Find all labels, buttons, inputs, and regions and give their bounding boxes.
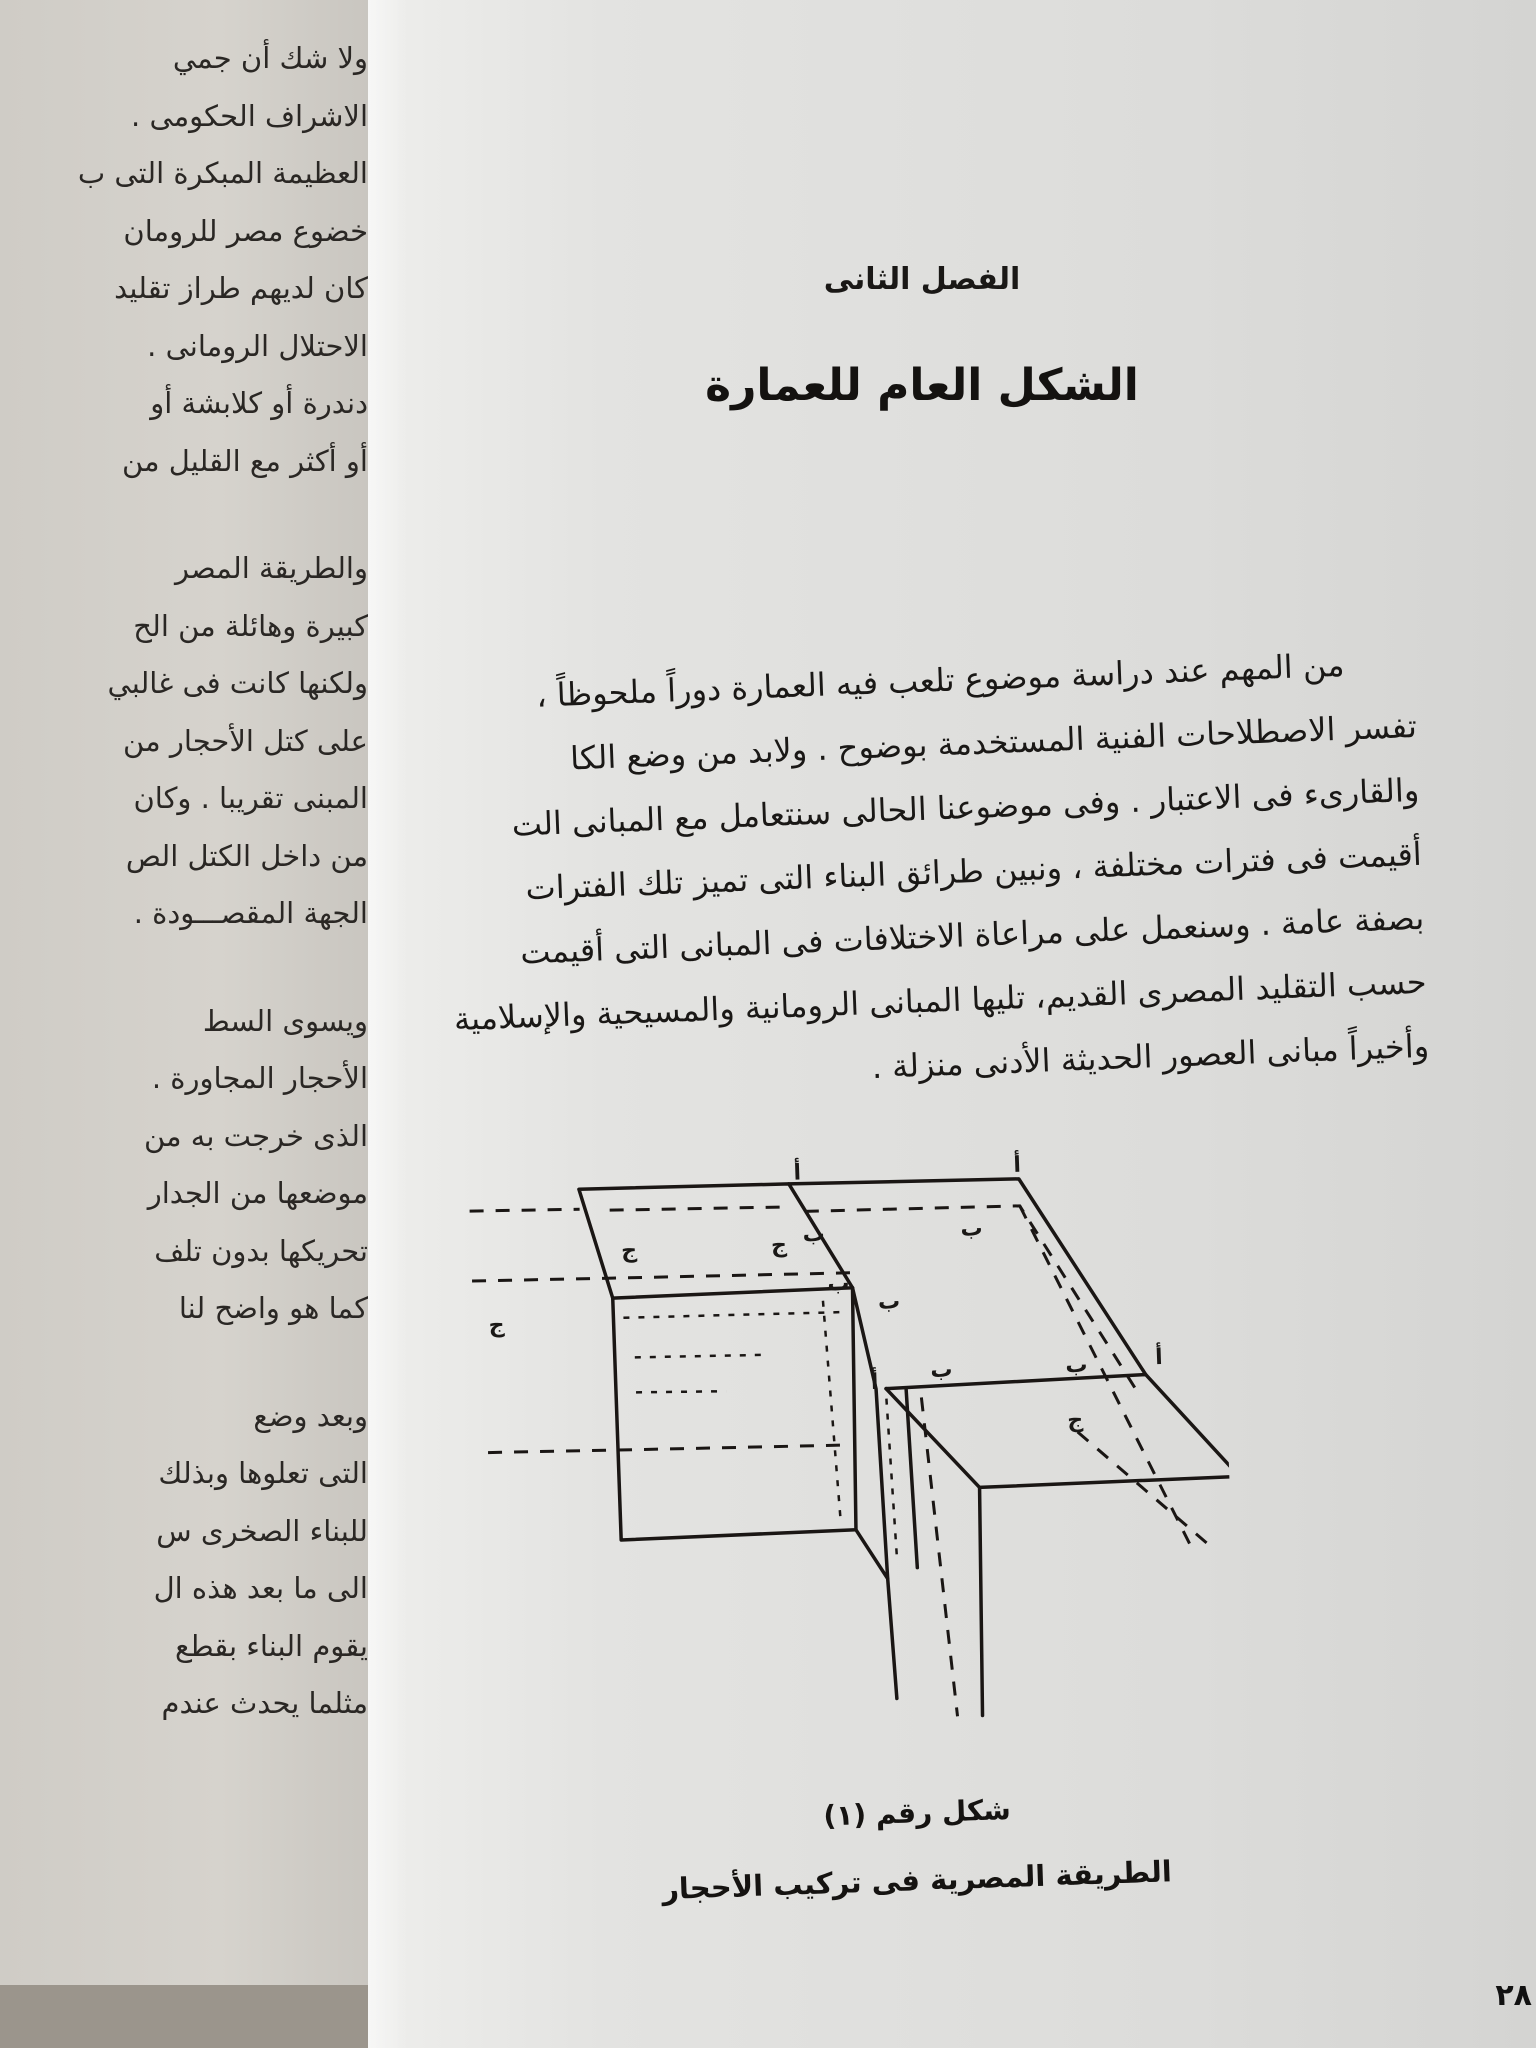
figure-label: ج: [1066, 1407, 1084, 1434]
table-surface: [0, 1985, 368, 2048]
text-line: الاشراف الحكومى .: [131, 98, 368, 133]
text-line: والقارىء فى الاعتبار . وفى موضوعنا الحالى سنتعامل مع المبانى الت: [511, 770, 1420, 844]
left-page: [0, 0, 368, 2048]
page-gutter: [368, 0, 408, 2048]
stone-masonry-diagram: [458, 1127, 1239, 1763]
figure-label: ب: [1064, 1352, 1088, 1379]
body-paragraph: [453, 630, 1431, 1113]
paragraph-gap: [0, 490, 368, 540]
figure-label: أ: [1012, 1152, 1022, 1179]
text-line: الذى خرجت به من: [143, 1118, 368, 1153]
text-line: وأخيراً مبانى العصور الحديثة الأدنى منزلة .: [871, 1026, 1430, 1087]
text-line: أقيمت فى فترات مختلفة ، ونبين طرائق البناء التى تميز تلك الفترات: [524, 834, 1423, 908]
text-line: للبناء الصخرى س: [156, 1513, 368, 1548]
text-line: دندرة أو كلابشة أو: [150, 386, 368, 420]
text-line: على كتل الأحجار من: [123, 723, 368, 758]
figure-label: أ: [1154, 1344, 1164, 1371]
figure-label: ب: [960, 1216, 984, 1242]
figure-label: ج: [620, 1238, 638, 1264]
text-line: موضعها من الجدار: [147, 1176, 368, 1210]
text-line: المبنى تقريبا . وكان: [133, 781, 368, 815]
text-line: ولا شك أن جمي: [172, 41, 368, 75]
text-line: كما هو واضح لنا: [178, 1291, 368, 1325]
text-line: تفسر الاصطلاحات الفنية المستخدمة بوضوح . ولابد من وضع الكا: [569, 706, 1418, 778]
text-line: خضوع مصر للرومان: [123, 213, 368, 248]
text-line: العظيمة المبكرة التى ب: [77, 156, 368, 190]
paragraph-gap: [0, 1338, 368, 1388]
text-line: مثلما يحدث عندم: [161, 1686, 368, 1720]
text-line: أو أكثر مع القليل من: [121, 443, 368, 478]
text-line: بصفة عامة . وسنعمل على مراعاة الاختلافات فى المبانى التى أقيمت: [519, 898, 1425, 972]
figure-caption: الطريقة المصرية فى تركيب الأحجار: [661, 1854, 1173, 1907]
text-line: يقوم البناء بقطع: [175, 1628, 368, 1663]
figure-label: ب: [802, 1221, 826, 1248]
text-line: ولكنها كانت فى غالبي: [107, 666, 368, 700]
chapter-label: الفصل الثانى: [823, 262, 1021, 297]
text-line: حسب التقليد المصرى القديم، تليها المبانى الرومانية والمسيحية والإسلامية: [453, 962, 1428, 1039]
chapter-title: الشكل العام للعمارة: [705, 360, 1139, 411]
figure-label: ب: [826, 1270, 850, 1297]
right-page: [368, 0, 1536, 2048]
text-line: كان لديهم طراز تقليد: [114, 271, 368, 305]
paragraph-gap: [0, 943, 368, 993]
figure-label: أ: [870, 1369, 879, 1396]
figure-label: أ: [793, 1160, 802, 1186]
left-page-text: [0, 30, 368, 1733]
text-line: وبعد وضع: [253, 1398, 368, 1433]
text-line: الأحجار المجاورة .: [151, 1061, 368, 1095]
text-line: الاحتلال الرومانى .: [147, 328, 368, 363]
text-line: كبيرة وهائلة من الح: [133, 608, 368, 643]
figure-number: شكل رقم (١): [822, 1792, 1012, 1833]
page-number: ٢٨: [1495, 1978, 1532, 2013]
text-line: التى تعلوها وبذلك: [158, 1456, 368, 1490]
text-line: ويسوى السط: [202, 1003, 368, 1038]
text-line: الى ما بعد هذه ال: [153, 1571, 368, 1605]
figure-label: ج: [770, 1233, 788, 1259]
text-line: تحريكها بدون تلف: [154, 1233, 368, 1268]
text-line: الجهة المقصـــودة .: [133, 896, 368, 930]
figure-label: ب: [930, 1357, 953, 1384]
figure-label: ب: [877, 1289, 901, 1315]
figure-label: ج: [488, 1312, 505, 1339]
text-line: من المهم عند دراسة موضوع تلعب فيه العمارة دوراً ملحوظاً ،: [535, 645, 1346, 715]
text-line: والطريقة المصر: [174, 551, 368, 585]
text-line: من داخل الكتل الص: [125, 838, 368, 873]
